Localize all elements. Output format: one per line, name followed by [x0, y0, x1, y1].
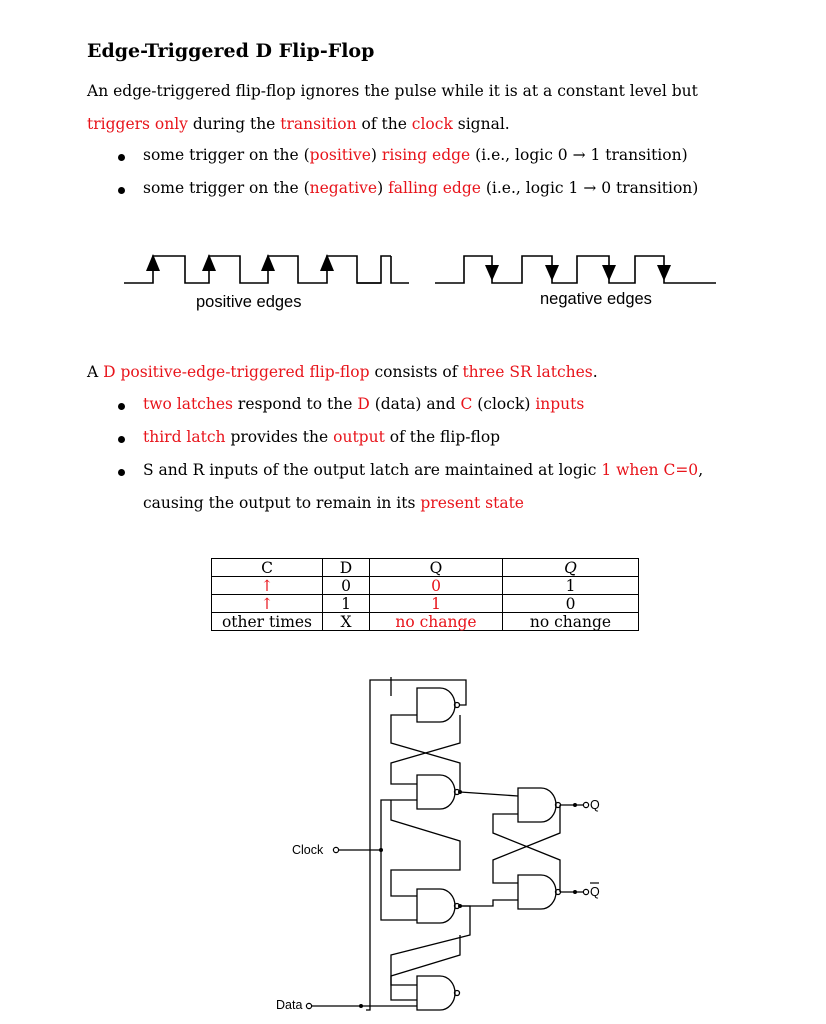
clock-label: Clock [292, 843, 324, 857]
dff-present-state: present state [420, 494, 524, 512]
page-title: Edge-Triggered D Flip-Flop [87, 40, 375, 62]
nand-gate-5 [518, 788, 556, 822]
dff-text: (clock) [472, 395, 536, 413]
bullet-text: ) [377, 179, 389, 197]
junction-dot [458, 790, 462, 794]
bullet-text: some trigger on the ( [143, 146, 310, 164]
cell-q: 1 [370, 595, 503, 613]
nand-gate-6 [518, 875, 556, 909]
bullet-text: (i.e., logic 1 → 0 transition) [480, 179, 699, 197]
bullet-rising-edge: rising edge [381, 146, 471, 164]
dff-text: provides the [225, 428, 334, 446]
intro-text: signal. [452, 115, 510, 133]
intro-text: of the [356, 115, 412, 133]
data-label: Data [276, 998, 303, 1012]
intro-transition: transition [280, 115, 357, 133]
dff-c: C [460, 395, 473, 413]
bullet-positive: positive [309, 146, 371, 164]
wire [493, 805, 560, 883]
nand-gate-2 [417, 775, 455, 809]
q-label: Q [590, 798, 600, 812]
junction-dot [573, 803, 577, 807]
dff-inputs: inputs [535, 395, 585, 413]
nand-gate-3 [417, 889, 455, 923]
intro-triggers-only: triggers only [87, 115, 188, 133]
cell-q: no change [370, 613, 503, 631]
cell-c: other times [212, 613, 323, 631]
header-d: D [323, 559, 370, 577]
data-terminal [306, 1003, 311, 1008]
dff-term: D positive-edge-triggered flip-flop [103, 363, 370, 381]
dff-two-latches: two latches [143, 395, 233, 413]
cell-c: ↑ [212, 595, 323, 613]
cell-q-bar: 0 [503, 595, 639, 613]
header-q-bar: Q̅ [503, 559, 639, 577]
dff-output: output [333, 428, 385, 446]
bullet-text: (i.e., logic 0 → 1 transition) [470, 146, 688, 164]
bullet-negative: negative [309, 179, 378, 197]
wire [460, 900, 518, 906]
dff-text: consists of [369, 363, 463, 381]
dff-text: respond to the [232, 395, 358, 413]
qbar-label: Q [590, 885, 600, 899]
intro-text: during the [187, 115, 281, 133]
nand-gate-4 [417, 976, 455, 1010]
dff-1-when-c0: 1 when C=0 [601, 461, 699, 479]
wire [391, 800, 460, 896]
dff-text: causing the output to remain in its [143, 494, 421, 512]
cell-c: ↑ [212, 577, 323, 595]
cell-d: 1 [323, 595, 370, 613]
bullet-falling-edge: falling edge [388, 179, 481, 197]
wire [391, 935, 460, 1000]
nand-gate-1 [417, 688, 455, 722]
bullet-text: some trigger on the ( [143, 179, 310, 197]
dff-third-latch: third latch [143, 428, 226, 446]
negative-edges-label: negative edges [540, 290, 652, 308]
wire [391, 715, 460, 784]
bullet-text: ) [370, 146, 382, 164]
intro-line-1: An edge-triggered flip-flop ignores the pulse while it is at a constant level but [87, 82, 698, 100]
dff-text: , [698, 461, 704, 479]
cell-d: X [323, 613, 370, 631]
cell-q-bar: no change [503, 613, 639, 631]
dff-three-sr-latches: three SR latches [462, 363, 593, 381]
wire [391, 906, 470, 985]
cell-q: 0 [370, 577, 503, 595]
cell-q-bar: 1 [503, 577, 639, 595]
wire [493, 814, 560, 892]
header-q: Q [370, 559, 503, 577]
wire [381, 800, 417, 920]
intro-clock: clock [411, 115, 453, 133]
dff-text: A [87, 363, 104, 381]
dff-text: of the flip-flop [384, 428, 501, 446]
dff-text: (data) and [369, 395, 461, 413]
junction-dot [573, 890, 577, 894]
dff-text: . [592, 363, 598, 381]
junction-dot [359, 1004, 363, 1008]
clock-terminal [333, 847, 338, 852]
qbar-terminal [583, 889, 588, 894]
junction-dot [458, 904, 462, 908]
dff-text: S and R inputs of the output latch are maintained at logic [143, 461, 602, 479]
junction-dot [379, 848, 383, 852]
wire [460, 792, 518, 796]
q-terminal [583, 802, 588, 807]
cell-d: 0 [323, 577, 370, 595]
positive-edges-label: positive edges [196, 293, 302, 311]
header-c: C [212, 559, 323, 577]
dff-d: D [357, 395, 370, 413]
